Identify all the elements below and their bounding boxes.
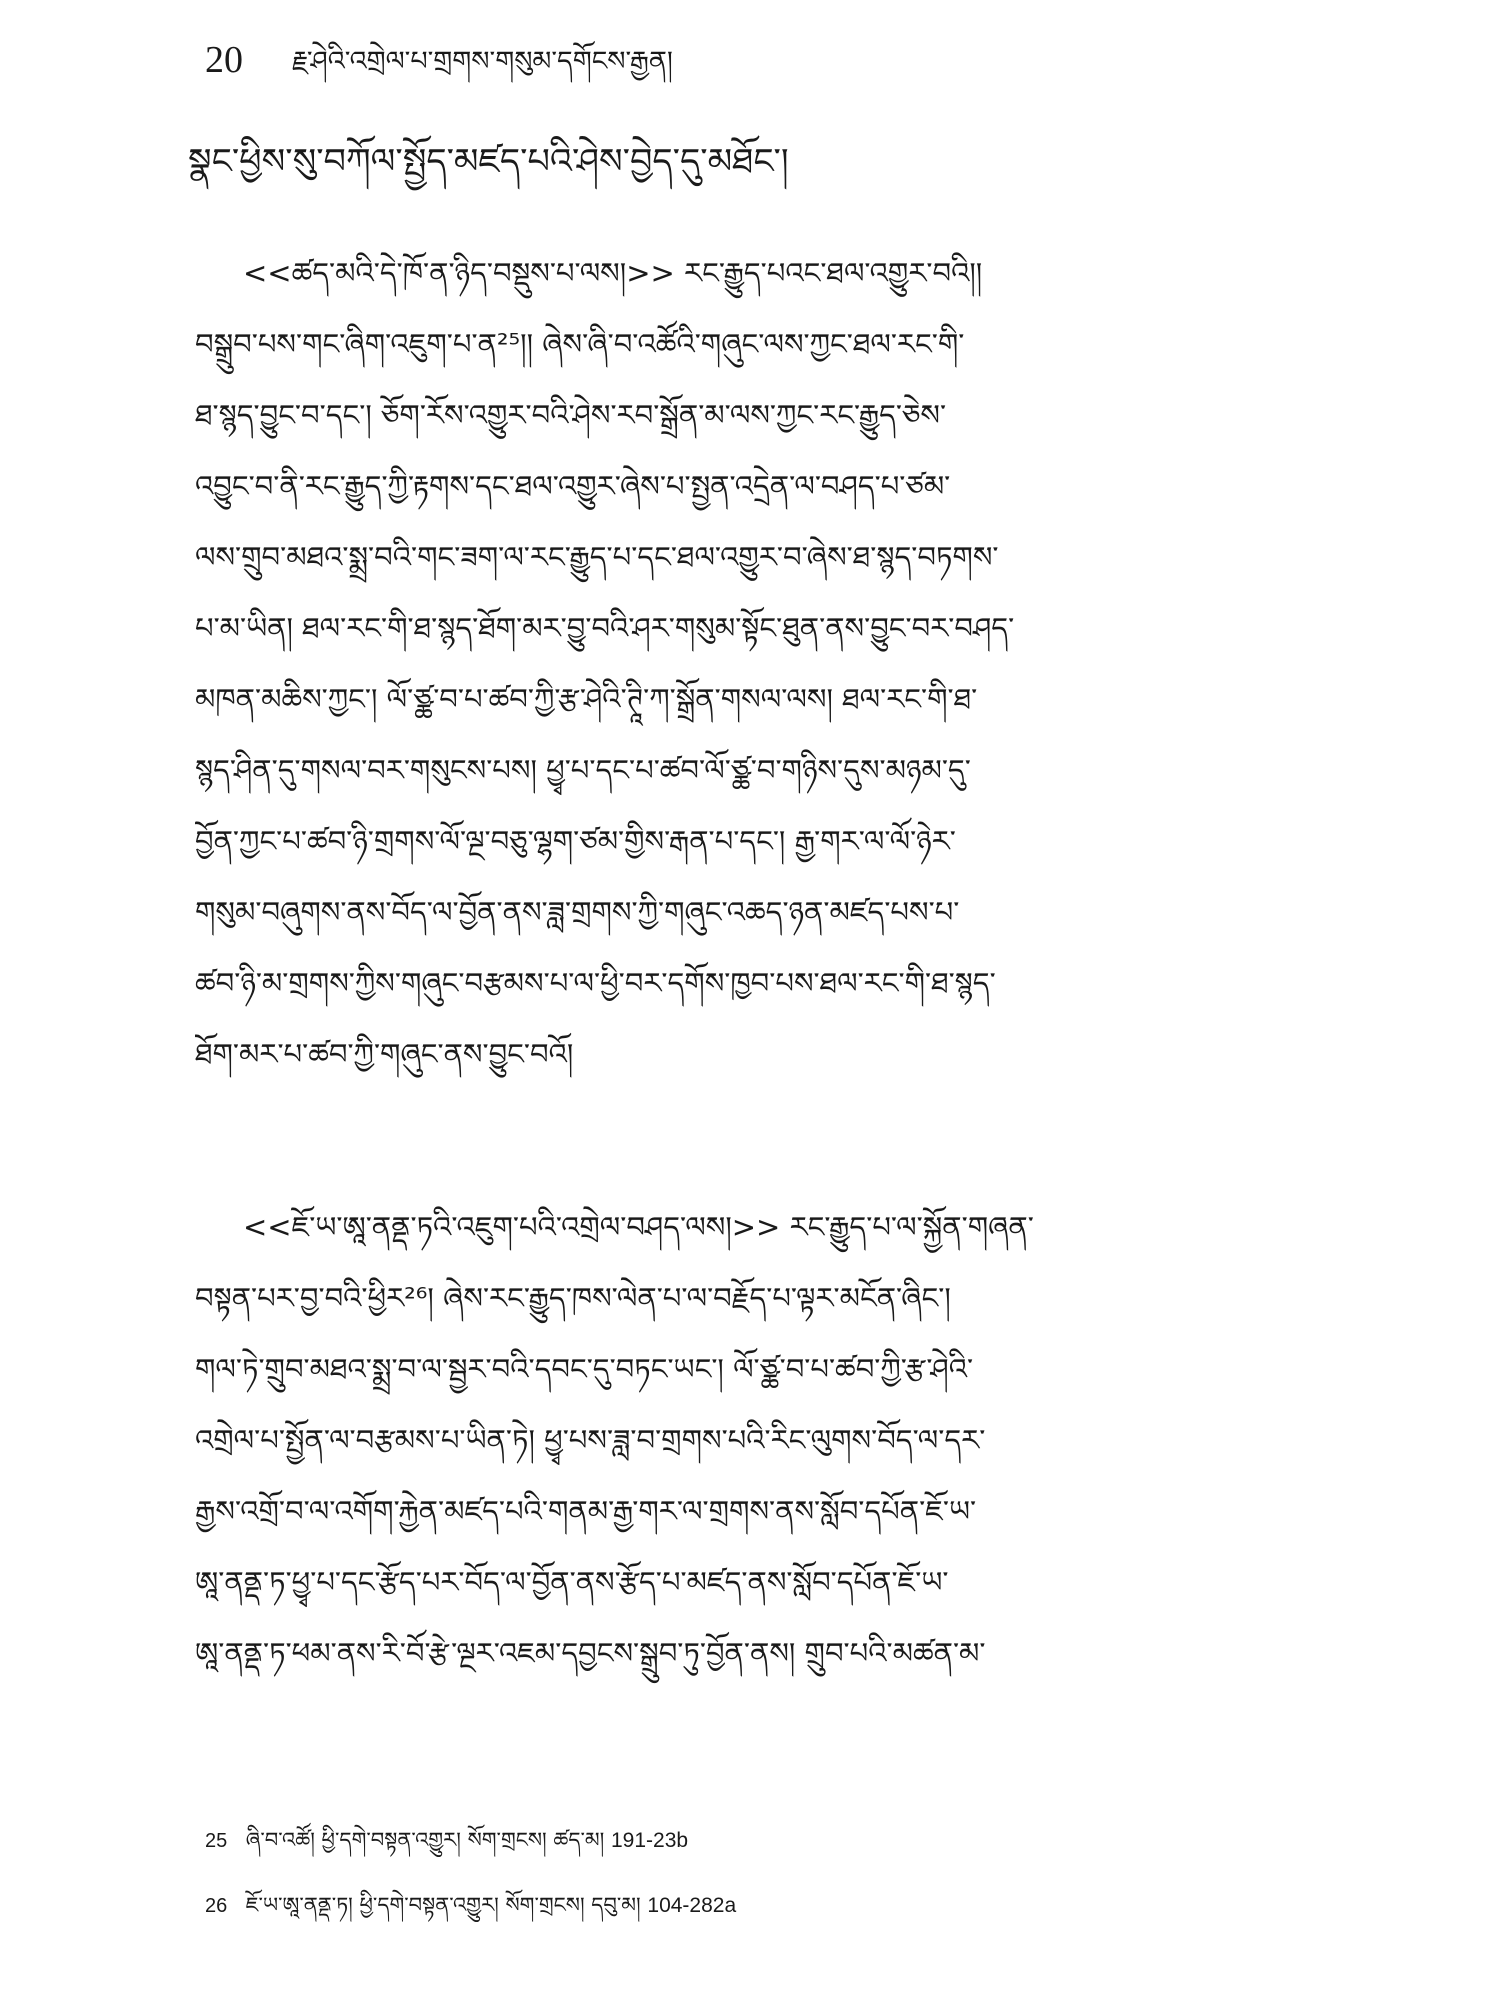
- footnote-number: 25: [205, 1830, 228, 1852]
- text-line: འགྲེལ་པ་སྤྱོན་ལ་བརྩམས་པ་ཡིན་ཏེ། ཕྱྭ་པས་ཟླ་བ་གྲགས་པའི་རིང་ལུགས་བོད་ལ་དར་: [195, 1423, 986, 1457]
- text-line: ལས་གྲུབ་མཐའ་སྨྲ་བའི་གང་ཟག་ལ་རང་རྒྱུད་པ་དང་ཐལ་འགྱུར་བ་ཞེས་ཐ་སྙད་བཏགས་: [195, 540, 999, 574]
- footnote-number: 26: [205, 1895, 228, 1917]
- text-line: ཨཱ་ནནྡ་ཏ་ཕྱྭ་པ་དང་རྩོད་པར་བོད་ལ་བྱོན་ནས་རྩོད་པ་མཛད་ནས་སློབ་དཔོན་ཇོ་ཡ་: [195, 1565, 949, 1599]
- text-line: འབྱུང་བ་ནི་རང་རྒྱུད་ཀྱི་རྟགས་དང་ཐལ་འགྱུར་ཞེས་པ་སྤྱན་འདྲེན་ལ་བཤད་པ་ཙམ་: [195, 469, 951, 503]
- text-line: བསྟན་པར་བྱ་བའི་ཕྱིར²⁶། ཞེས་རང་རྒྱུད་ཁས་ལེན་པ་ལ་བརྗོད་པ་ལྟར་མངོན་ཞིང་།: [195, 1281, 951, 1315]
- text-line: བསྒྲུབ་པས་གང་ཞིག་འཇུག་པ་ན²⁵།། ཞེས་ཞི་བ་འཚོའི་གཞུང་ལས་ཀྱང་ཐལ་རང་གི་: [195, 327, 965, 361]
- text-line: རྒྱས་འགྲོ་བ་ལ་འགོག་རྐྱེན་མཛད་པའི་གནམ་རྒྱ་གར་ལ་གྲགས་ནས་སློབ་དཔོན་ཇོ་ཡ་: [195, 1494, 977, 1528]
- footnote-reference: 191-23b: [610, 1829, 689, 1852]
- text-line: གལ་ཏེ་གྲུབ་མཐའ་སྨྲ་བ་ལ་སྦྱར་བའི་དབང་དུ་བཏང་ཡང་། ལོ་ཙྪ་བ་པ་ཚབ་ཀྱི་རྩ་ཤེའི་: [195, 1352, 974, 1386]
- text-line: བྱོན་ཀྱང་པ་ཚབ་ཉི་གྲགས་ལོ་ལྔ་བཅུ་ལྷག་ཙམ་གྱིས་རྒན་པ་དང་། རྒྱ་གར་ལ་ལོ་ཉེར་: [195, 824, 956, 858]
- footnote-25: [205, 1822, 688, 1859]
- paragraph-1: [195, 238, 1305, 1090]
- footnote-26: [205, 1887, 736, 1924]
- paragraph-2: [195, 1192, 1305, 1689]
- page-number: 20: [205, 39, 243, 81]
- text-line: ཚབ་ཉི་མ་གྲགས་ཀྱིས་གཞུང་བརྩམས་པ་ལ་ཕྱི་བར་དགོས་ཁྱབ་པས་ཐལ་རང་གི་ཐ་སྙད་: [195, 966, 996, 1000]
- text-line: <<ཇོ་ཡ་ཨཱ་ནནྡ་ཏའི་འཇུག་པའི་འགྲེལ་བཤད་ལས།>> རང་རྒྱུད་པ་ལ་སྐྱོན་གཞན་: [243, 1210, 1034, 1244]
- text-line: སྙད་ཤིན་དུ་གསལ་བར་གསུངས་པས། ཕྱྭ་པ་དང་པ་ཚབ་ལོ་ཙྪ་བ་གཉིས་དུས་མཉམ་དུ་: [195, 753, 971, 787]
- text-line: ཨཱ་ནནྡ་ཏ་ཕམ་ནས་རི་བོ་རྩེ་ལྔར་འཇམ་དབྱངས་སྒྲུབ་ཏུ་བྱོན་ནས། གྲུབ་པའི་མཚན་མ་: [195, 1636, 986, 1670]
- text-line: ཐོག་མར་པ་ཚབ་ཀྱི་གཞུང་ནས་བྱུང་བའོ།: [195, 1037, 574, 1071]
- text-line: ཐ་སྙད་བྱུང་བ་དང་། ཅོག་རོས་འགྱུར་བའི་ཤེས་རབ་སྒྲོན་མ་ལས་ཀྱང་རང་རྒྱུད་ཅེས་: [195, 398, 947, 432]
- text-line: གསུམ་བཞུགས་ནས་བོད་ལ་བྱོན་ནས་ཟླ་གྲགས་ཀྱི་གཞུང་འཆད་ཉན་མཛད་པས་པ་: [195, 895, 960, 929]
- running-header: རྗ་ཤེའི་འགྲེལ་པ་གྲགས་གསུམ་དགོངས་རྒྱན།: [292, 46, 673, 77]
- footnote-text: ཇོ་ཡ་ཨཱ་ནནྡ་ཏ། ཕྱི་དགེ་བསྟན་འགྱུར། སོག་གྲངས། དབུ་མ།: [245, 1893, 648, 1917]
- footnote-text: ཞི་བ་འཚོ། ཕྱི་དགེ་བསྟན་འགྱུར། སོག་གྲངས། ཚད་མ།: [245, 1828, 611, 1852]
- text-line: <<ཚད་མའི་དེ་ཁོ་ན་ཉིད་བསྡུས་པ་ལས།>> རང་རྒྱུད་པའང་ཐལ་འགྱུར་བའི།།: [243, 256, 983, 290]
- text-line: པ་མ་ཡིན། ཐལ་རང་གི་ཐ་སྙད་ཐོག་མར་བྱུ་བའི་ཤར་གསུམ་སྟོང་ཐུན་ནས་བྱུང་བར་བཤད་: [195, 611, 1015, 645]
- footnote-reference: 104-282a: [647, 1894, 737, 1917]
- text-line: མཁན་མཆིས་ཀྱང་། ལོ་ཙྪ་བ་པ་ཚབ་ཀྱི་རྩ་ཤེའི་ཊཱི་ཀ་སྒྲོན་གསལ་ལས། ཐལ་རང་གི་ཐ་: [195, 682, 978, 716]
- section-title: སྣང་ཕྱིས་སུ་བཀོལ་སྤྱོད་མཛད་པའི་ཤེས་བྱེད་དུ་མཐོང་།: [188, 142, 789, 182]
